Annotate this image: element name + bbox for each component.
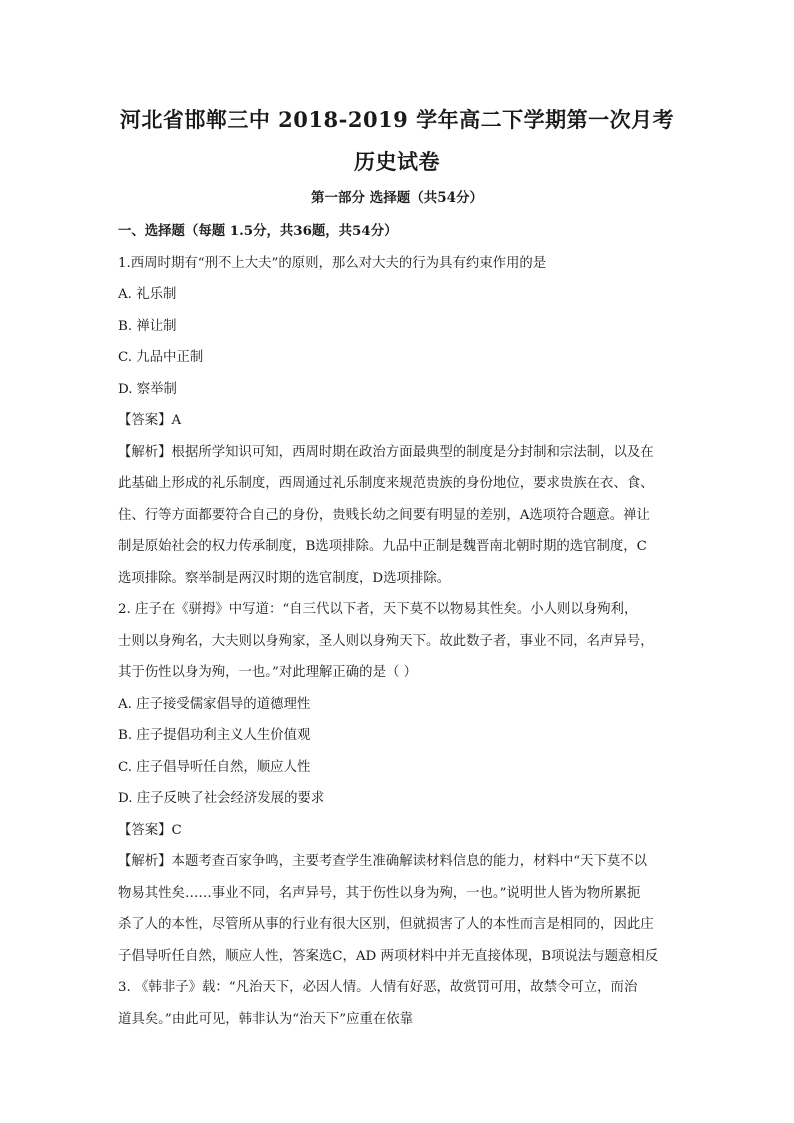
question-1-option-b: B. 禅让制 <box>118 318 177 334</box>
document-subtitle: 历史试卷 <box>354 149 440 174</box>
question-2-analysis-line: 子倡导听任自然，顺应人性，答案选C，AD 两项材料中并无直接体现，B项说法与题意相反 <box>118 948 659 964</box>
question-3-stem-line: 道具矣。”由此可见，韩非认为“治天下”应重在依靠 <box>118 1011 414 1027</box>
question-1-option-c: C. 九品中正制 <box>118 350 204 365</box>
question-1-analysis-line: 【解析】根据所学知识可知，西周时期在政治方面最典型的制度是分封制和宗法制，以及在 <box>118 444 654 460</box>
question-2-analysis-line: 杀了人的本性，尽管所从事的行业有很大区别，但就损害了人的本性而言是相同的，因此庄 <box>118 917 654 932</box>
question-1-analysis-line: 选项排除。察举制是两汉时期的选官制度，D选项排除。 <box>118 570 451 586</box>
question-1-analysis-line: 此基础上形成的礼乐制度，西周通过礼乐制度来规范贵族的身份地位，要求贵族在衣、食、 <box>118 476 654 491</box>
question-1-analysis-line: 住、行等方面都要符合自己的身份，贵贱长幼之间要有明显的差别，A选项符合题意。禅让 <box>118 507 650 523</box>
question-2-stem-line: 其于伤性以身为殉，一也。”对此理解正确的是（ ） <box>118 665 417 680</box>
question-2-analysis-line: 物易其性矣……事业不同，名声异号，其于伤性以身为殉，一也。”说明世人皆为物所累扼 <box>118 885 641 901</box>
question-2-option-c: C. 庄子倡导听任自然，顺应人性 <box>118 759 311 775</box>
question-1-answer: 【答案】A <box>118 413 182 428</box>
question-2-stem-line: 2. 庄子在《骈拇》中写道：“自三代以下者，天下莫不以物易其性矣。小人则以身殉利， <box>118 602 638 617</box>
question-2-option-a: A. 庄子接受儒家倡导的道德理性 <box>118 696 311 712</box>
question-3-stem-line: 3. 《韩非子》载：“凡治天下，必因人情。人情有好恶，故赏罚可用，故禁令可立，而治 <box>118 980 638 995</box>
section-heading: 第一部分 选择题（共54分） <box>311 190 483 206</box>
question-1-option-d: D. 察举制 <box>118 381 177 397</box>
part-heading: 一、选择题（每题 1.5分，共36题，共54分） <box>118 223 398 239</box>
document-title: 河北省邯郸三中 2018-2019 学年高二下学期第一次月考 <box>119 107 675 132</box>
question-1-option-a: A. 礼乐制 <box>118 287 177 302</box>
question-2-option-b: B. 庄子提倡功利主义人生价值观 <box>118 728 311 743</box>
document-body <box>118 216 678 1035</box>
question-2-stem-line: 士则以身殉名，大夫则以身殉家，圣人则以身殉天下。故此数子者，事业不同，名声异号， <box>118 633 654 649</box>
question-1-analysis-line: 制是原始社会的权力传承制度，B选项排除。九品中正制是魏晋南北朝时期的选官制度，C <box>118 539 647 554</box>
question-2-option-d: D. 庄子反映了社会经济发展的要求 <box>118 791 325 806</box>
question-1-stem: 1.西周时期有“刑不上大夫”的原则，那么对大夫的行为具有约束作用的是 <box>118 255 547 271</box>
question-2-answer: 【答案】C <box>118 822 182 838</box>
question-2-analysis-line: 【解析】本题考查百家争鸣，主要考查学生准确解读材料信息的能力，材料中“天下莫不以 <box>118 854 648 869</box>
